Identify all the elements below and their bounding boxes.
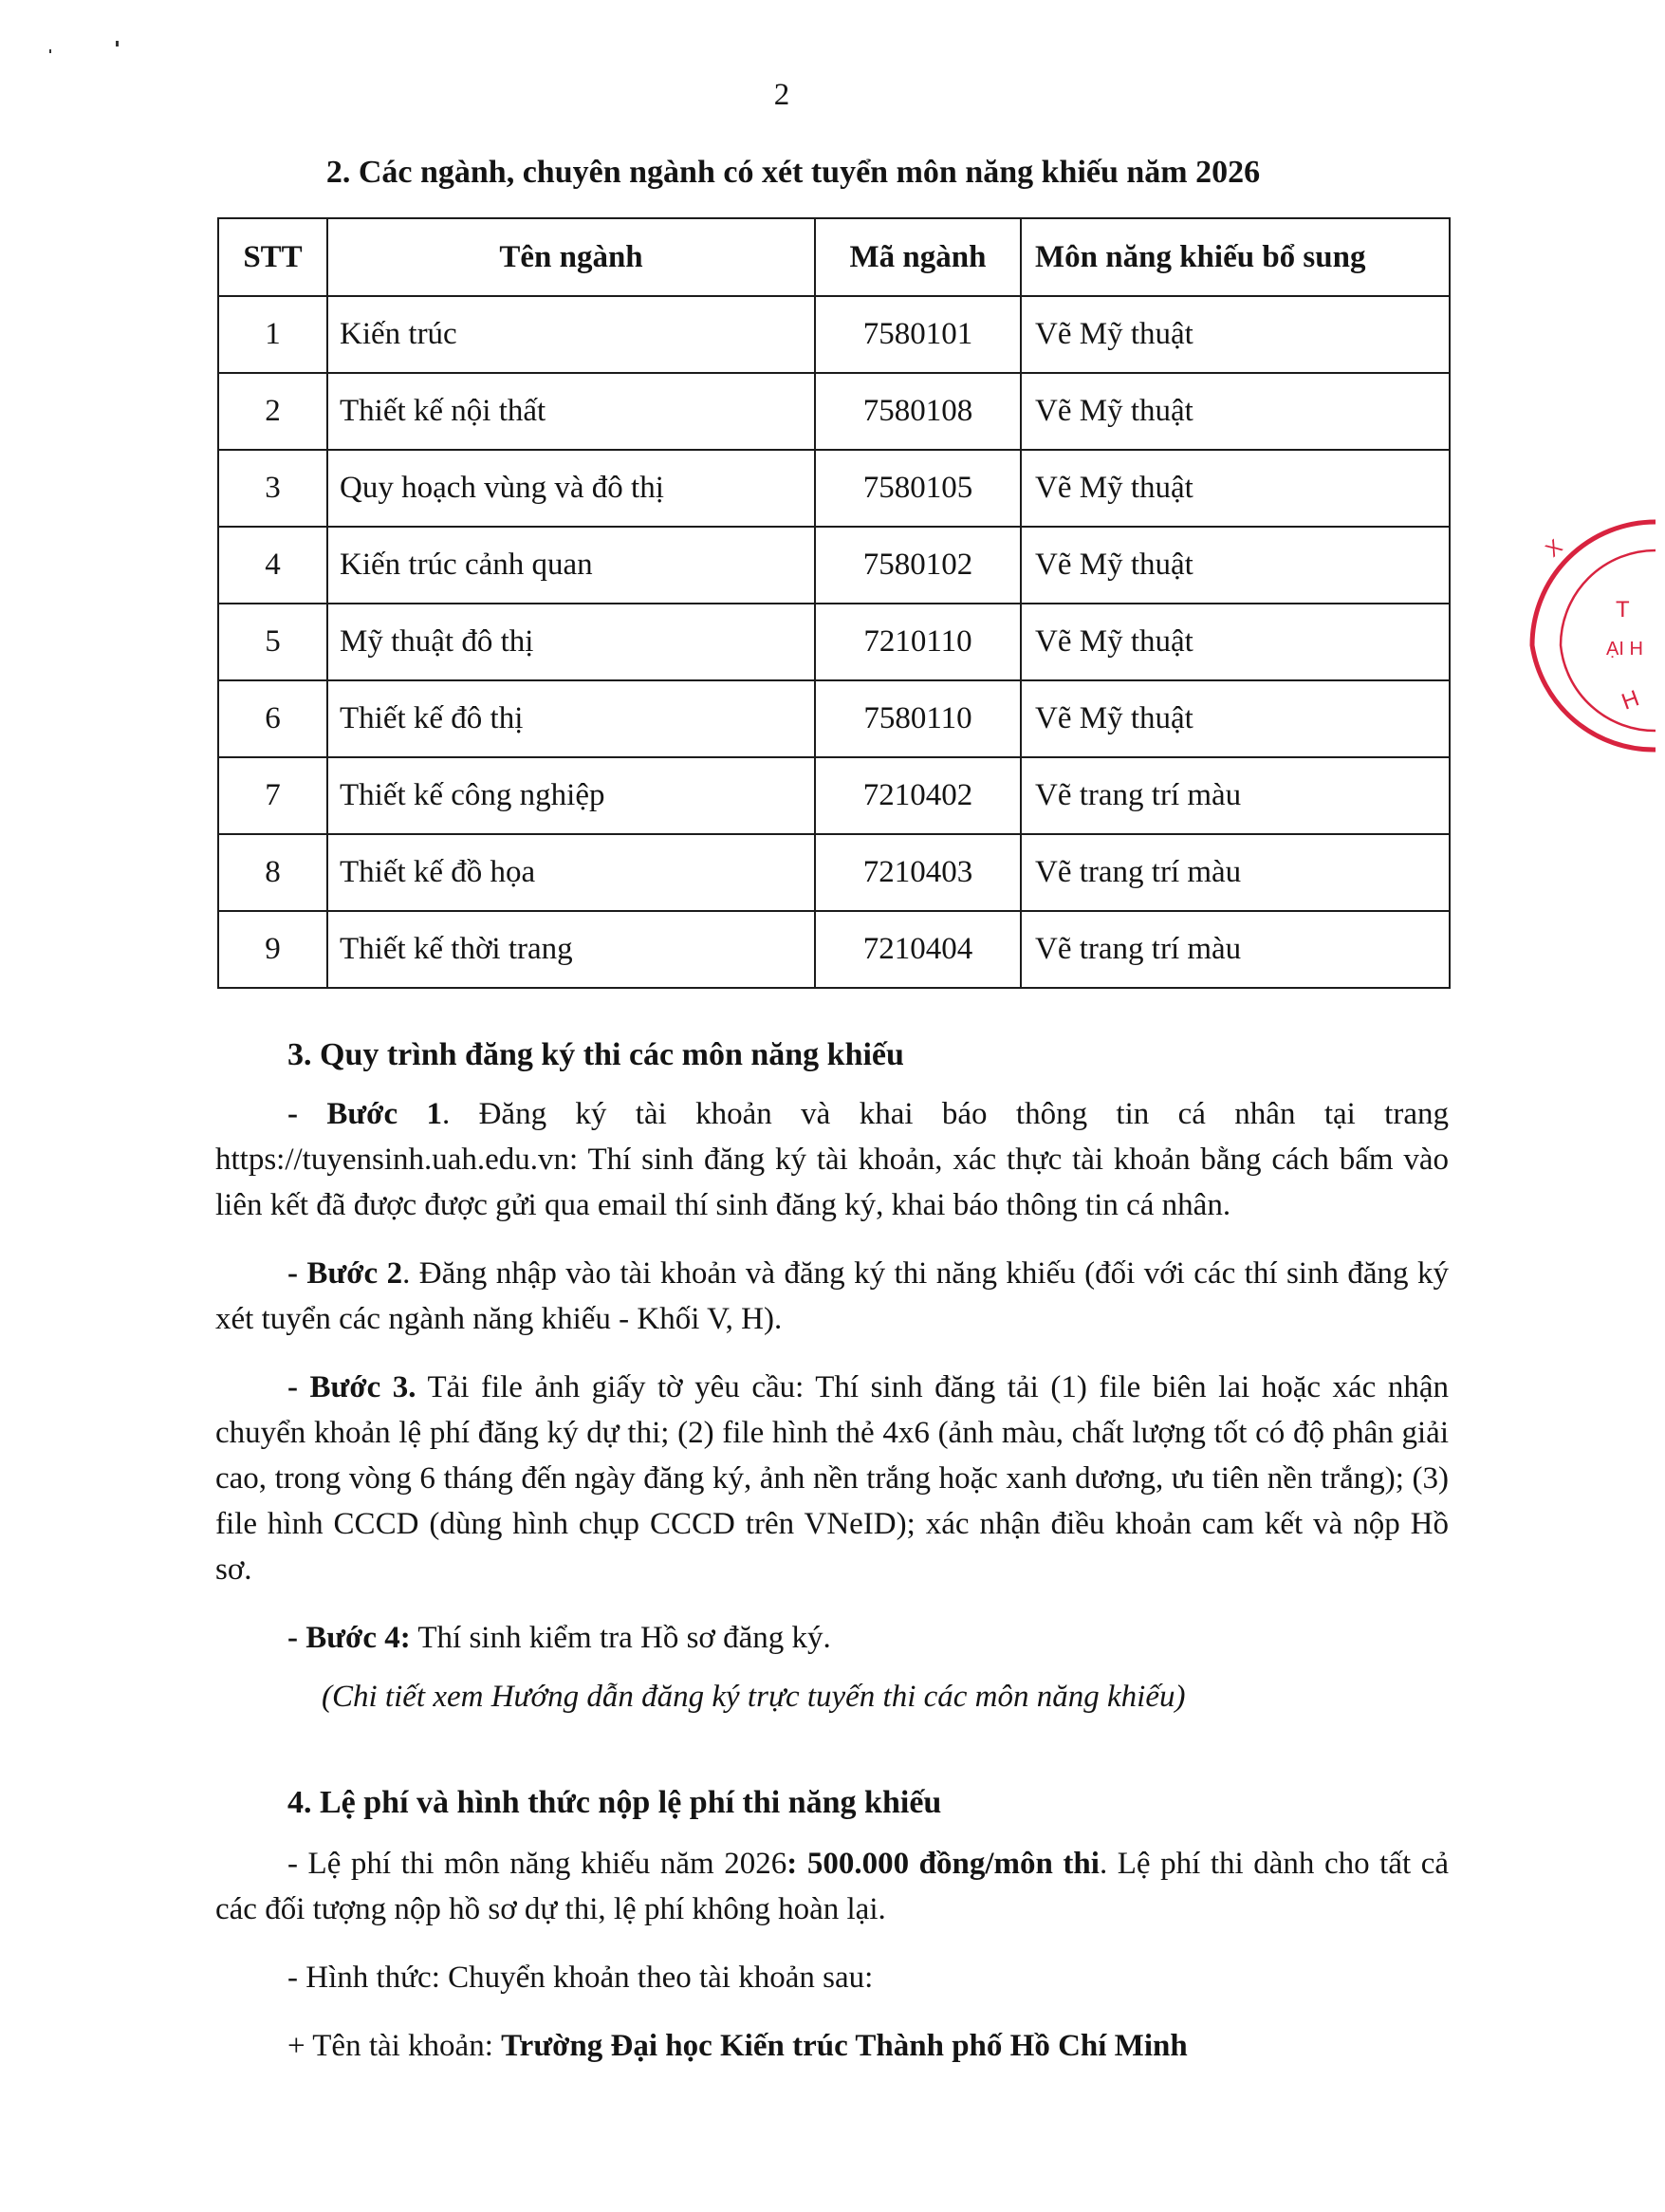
cell-major-code: 7580110 [815, 680, 1021, 757]
table-header-row [218, 218, 1450, 296]
majors-table [217, 217, 1451, 989]
cell-aptitude-subject: Vẽ trang trí màu [1021, 834, 1450, 911]
cell-major-name: Thiết kế nội thất [327, 373, 815, 450]
cell-major-name: Thiết kế đô thị [327, 680, 815, 757]
table-row [218, 680, 1450, 757]
stamp-letter: ẠI H [1606, 639, 1643, 660]
step-label: - Bước 1 [287, 1097, 442, 1131]
cell-aptitude-subject: Vẽ Mỹ thuật [1021, 373, 1450, 450]
step-text: Đăng nhập vào tài khoản và đăng ký thi năng khiếu (đối với các thí sinh đăng ký xét tuyển các ngành năng khiếu - Khối V, H). [215, 1256, 1449, 1336]
stamp-letter: H [1618, 685, 1643, 716]
cell-aptitude-subject: Vẽ Mỹ thuật [1021, 296, 1450, 373]
table-row [218, 373, 1450, 450]
table-row [218, 604, 1450, 680]
section-3-title: 3. Quy trình đăng ký thi các môn năng khiếu [287, 1037, 904, 1072]
cell-aptitude-subject: Vẽ trang trí màu [1021, 911, 1450, 988]
cell-major-name: Mỹ thuật đô thị [327, 604, 815, 680]
cell-major-name: Thiết kế công nghiệp [327, 757, 815, 834]
red-seal-stamp [1504, 512, 1665, 759]
account-name-line [215, 2023, 1449, 2069]
step-sep: . [402, 1256, 411, 1291]
cell-major-code: 7580105 [815, 450, 1021, 527]
cell-major-name: Kiến trúc [327, 296, 815, 373]
cell-stt: 1 [218, 296, 327, 373]
stamp-letter: T [1616, 597, 1630, 623]
fee-suffix: . Lệ phí thi dành cho tất cả các đối tượng nộp hồ sơ dự thi, lệ phí không hoàn lại. [215, 1847, 1450, 1926]
cell-major-name: Thiết kế thời trang [327, 911, 815, 988]
cell-stt: 2 [218, 373, 327, 450]
step-4 [215, 1615, 1449, 1661]
cell-major-code: 7580102 [815, 527, 1021, 604]
table-row [218, 296, 1450, 373]
cell-aptitude-subject: Vẽ trang trí màu [1021, 757, 1450, 834]
fee-prefix: - Lệ phí thi môn năng khiếu năm 2026 [287, 1847, 787, 1881]
step-label: - Bước 4: [287, 1621, 411, 1655]
step-label: - Bước 2 [287, 1256, 403, 1291]
fee-amount: : 500.000 đồng/môn thi [786, 1847, 1100, 1881]
cell-aptitude-subject: Vẽ Mỹ thuật [1021, 527, 1450, 604]
step-3 [215, 1365, 1449, 1592]
step-2 [215, 1251, 1449, 1342]
guide-note: (Chi tiết xem Hướng dẫn đăng ký trực tuyến thi các môn năng khiếu) [322, 1680, 1186, 1714]
cell-aptitude-subject: Vẽ Mỹ thuật [1021, 604, 1450, 680]
cell-major-code: 7580108 [815, 373, 1021, 450]
stamp-letter: X [1541, 534, 1567, 562]
cell-stt: 9 [218, 911, 327, 988]
cell-major-name: Quy hoạch vùng và đô thị [327, 450, 815, 527]
cell-major-name: Thiết kế đồ họa [327, 834, 815, 911]
cell-major-code: 7210404 [815, 911, 1021, 988]
payment-method: - Hình thức: Chuyển khoản theo tài khoản sau: [287, 1961, 874, 1995]
cell-major-code: 7210402 [815, 757, 1021, 834]
step-text: Đăng ký tài khoản và khai báo thông tin cá nhân tại trang https://tuyensinh.uah.edu.vn: Thí sinh đăng ký tài khoản, xác thực tài khoản bằng cách bấm vào liên kết đã được được gửi qua email thí sinh đăng ký, khai báo thông tin cá nhân. [215, 1097, 1449, 1222]
table-row [218, 527, 1450, 604]
step-sep: . [441, 1097, 451, 1131]
step-1 [215, 1091, 1449, 1228]
account-name: Trường Đại học Kiến trúc Thành phố Hồ Chí Minh [501, 2029, 1188, 2063]
section-3-steps [215, 1091, 1449, 1719]
fee-paragraph [215, 1841, 1449, 1932]
step-label: - Bước 3. [287, 1370, 416, 1404]
cell-stt: 8 [218, 834, 327, 911]
scan-speck [49, 49, 51, 53]
cell-stt: 5 [218, 604, 327, 680]
header-aptitude-subject: Môn năng khiếu bổ sung [1021, 218, 1450, 296]
cell-aptitude-subject: Vẽ Mỹ thuật [1021, 450, 1450, 527]
header-stt: STT [218, 218, 327, 296]
cell-stt: 6 [218, 680, 327, 757]
page-number: 2 [773, 78, 790, 112]
cell-major-code: 7580101 [815, 296, 1021, 373]
cell-stt: 7 [218, 757, 327, 834]
section-4-title: 4. Lệ phí và hình thức nộp lệ phí thi năng khiếu [287, 1785, 942, 1820]
table-row [218, 911, 1450, 988]
scan-speck [116, 41, 119, 46]
table-row [218, 450, 1450, 527]
account-label: + Tên tài khoản: [287, 2029, 502, 2063]
cell-major-code: 7210403 [815, 834, 1021, 911]
header-major-code: Mã ngành [815, 218, 1021, 296]
cell-major-code: 7210110 [815, 604, 1021, 680]
section-4-body [215, 1841, 1449, 2069]
table-row [218, 757, 1450, 834]
cell-major-name: Kiến trúc cảnh quan [327, 527, 815, 604]
table-row [218, 834, 1450, 911]
step-text: Thí sinh kiểm tra Hồ sơ đăng ký. [410, 1621, 831, 1655]
header-major-name: Tên ngành [327, 218, 815, 296]
cell-aptitude-subject: Vẽ Mỹ thuật [1021, 680, 1450, 757]
cell-stt: 4 [218, 527, 327, 604]
step-text: Tải file ảnh giấy tờ yêu cầu: Thí sinh đăng tải (1) file biên lai hoặc xác nhận chuyển khoản lệ phí đăng ký dự thi; (2) file hình thẻ 4x6 (ảnh màu, chất lượng tốt có độ phân giải cao, trong vòng 6 tháng đến ngày đăng ký, ảnh nền trắng hoặc xanh dương, ưu tiên nền trắng); (3) file hình CCCD (dùng hình chụp CCCD trên VNeID); xác nhận điều khoản cam kết và nộp Hồ sơ. [215, 1370, 1449, 1587]
cell-stt: 3 [218, 450, 327, 527]
section-2-title: 2. Các ngành, chuyên ngành có xét tuyển môn năng khiếu năm 2026 [325, 155, 1261, 190]
